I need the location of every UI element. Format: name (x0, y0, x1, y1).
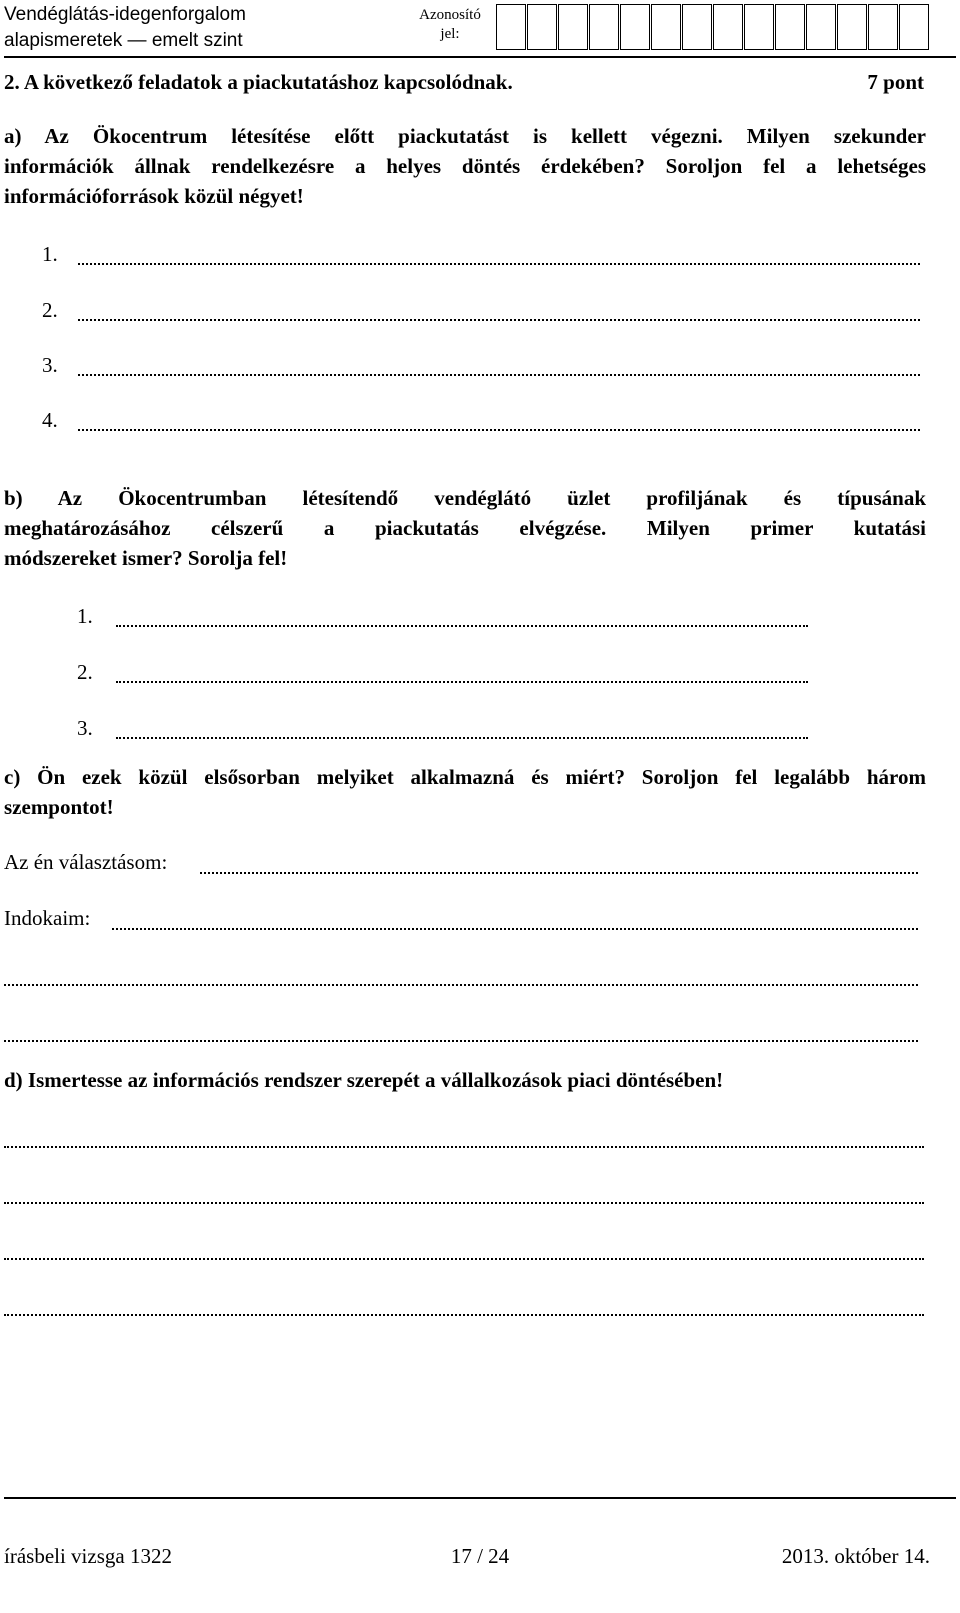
id-box[interactable] (558, 4, 588, 50)
id-box[interactable] (527, 4, 557, 50)
answer-a-3-line[interactable] (78, 374, 920, 376)
id-box[interactable] (868, 4, 898, 50)
choice-label: Az én választásom: (4, 850, 168, 874)
answer-a-3-number: 3. (42, 353, 58, 377)
header-rule (4, 56, 956, 58)
task-title: 2. A következő feladatok a piackutatáshoz kapcsolódnak. (4, 70, 513, 94)
answer-a-2-number: 2. (42, 298, 58, 322)
answer-a-4-number: 4. (42, 408, 58, 432)
reasons-answer-line[interactable] (112, 928, 918, 930)
id-box[interactable] (682, 4, 712, 50)
reasons-label: Indokaim: (4, 906, 91, 930)
answer-a-4-line[interactable] (78, 429, 920, 431)
id-label-line1: Azonosító (419, 7, 481, 23)
part-a-line2: információk állnak rendelkezésre a helyes döntés érdekében? Soroljon fel a lehetséges (4, 154, 926, 178)
part-c-line2: szempontot! (4, 795, 114, 819)
part-a-line3: információforrások közül négyet! (4, 184, 304, 208)
answer-a-1-number: 1. (42, 242, 58, 266)
part-b-line2: meghatározásához célszerű a piackutatás elvégzése. Milyen primer kutatási (4, 516, 926, 540)
answer-b-3-number: 3. (77, 716, 93, 740)
task-points: 7 pont (867, 70, 924, 94)
footer-page-number: 17 / 24 (450, 1544, 510, 1568)
id-box[interactable] (496, 4, 526, 50)
id-box[interactable] (744, 4, 774, 50)
reasons-answer-line[interactable] (4, 984, 918, 986)
part-d-answer-line[interactable] (4, 1314, 924, 1316)
subject-title-line2: alapismeretek — emelt szint (4, 30, 243, 51)
id-box[interactable] (837, 4, 867, 50)
reasons-answer-line[interactable] (4, 1040, 918, 1042)
footer-date: 2013. október 14. (781, 1544, 930, 1568)
id-box[interactable] (775, 4, 805, 50)
answer-b-2-number: 2. (77, 660, 93, 684)
id-label (412, 6, 488, 44)
id-label-line2: jel: (440, 26, 460, 42)
id-box[interactable] (651, 4, 681, 50)
answer-b-1-number: 1. (77, 604, 93, 628)
id-box[interactable] (899, 4, 929, 50)
id-box[interactable] (806, 4, 836, 50)
part-d-answer-line[interactable] (4, 1258, 924, 1260)
footer-rule (4, 1497, 956, 1499)
part-d-line: d) Ismertesse az információs rendszer szerepét a vállalkozások piaci döntésében! (4, 1068, 724, 1092)
part-d-answer-line[interactable] (4, 1146, 924, 1148)
subject-title-line1: Vendéglátás-idegenforgalom (4, 4, 246, 25)
id-box[interactable] (589, 4, 619, 50)
answer-a-1-line[interactable] (78, 263, 920, 265)
id-box[interactable] (713, 4, 743, 50)
choice-answer-line[interactable] (200, 872, 918, 874)
id-box[interactable] (620, 4, 650, 50)
part-c-line1: c) Ön ezek közül elsősorban melyiket alkalmazná és miért? Soroljon fel legalább három (4, 765, 926, 789)
answer-b-1-line[interactable] (116, 625, 808, 627)
part-b-line1: b) Az Ökocentrumban létesítendő vendéglátó üzlet profiljának és típusának (4, 486, 926, 510)
footer-exam-code: írásbeli vizsga 1322 (4, 1544, 172, 1568)
part-a-line1: a) Az Ökocentrum létesítése előtt piackutatást is kellett végezni. Milyen szekunder (4, 124, 926, 148)
part-d-answer-line[interactable] (4, 1202, 924, 1204)
answer-b-3-line[interactable] (116, 737, 808, 739)
answer-a-2-line[interactable] (78, 319, 920, 321)
answer-b-2-line[interactable] (116, 681, 808, 683)
part-b-line3: módszereket ismer? Sorolja fel! (4, 546, 288, 570)
